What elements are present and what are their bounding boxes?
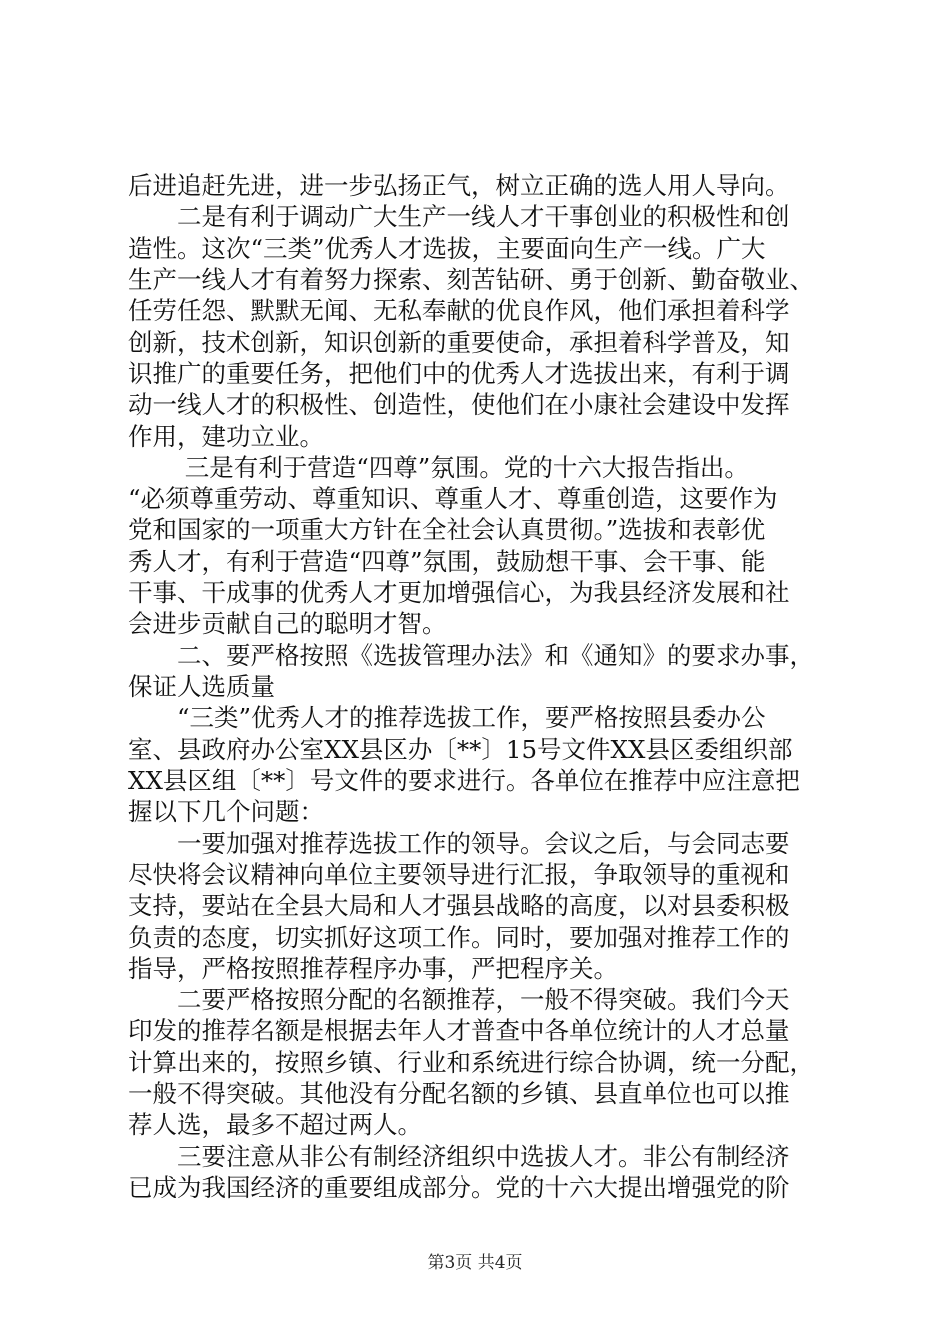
text-line: 三是有利于营造“四尊”氛围。党的十六大报告指出。 bbox=[128, 453, 749, 482]
text-line: 支持，要站在全县大局和人才强县战略的高度，以对县委积极 bbox=[128, 891, 790, 920]
text-line: 识推广的重要任务，把他们中的优秀人才选拔出来，有利于调 bbox=[128, 359, 790, 388]
text-line: 已成为我国经济的重要组成部分。党的十六大提出增强党的阶 bbox=[128, 1173, 790, 1202]
text-line: 负责的态度，切实抓好这项工作。同时，要加强对推荐工作的 bbox=[128, 923, 790, 952]
text-line: XX县区组〔**〕号文件的要求进行。各单位在推荐中应注意把 bbox=[128, 766, 800, 795]
text-line: 二是有利于调动广大生产一线人才干事创业的积极性和创 bbox=[128, 202, 790, 231]
text-line: 创新，技术创新，知识创新的重要使命，承担着科学普及，知 bbox=[128, 328, 790, 357]
text-line: 任劳任怨、默默无闻、无私奉献的优良作风，他们承担着科学 bbox=[128, 296, 790, 325]
text-line: 作用，建功立业。 bbox=[128, 422, 324, 451]
text-line: 干事、干成事的优秀人才更加增强信心，为我县经济发展和社 bbox=[128, 578, 790, 607]
text-line: 党和国家的一项重大方针在全社会认真贯彻。”选拔和表彰优 bbox=[128, 515, 766, 544]
text-line: 室、县政府办公室XX县区办〔**〕15号文件XX县区委组织部 bbox=[128, 735, 793, 764]
text-line: 会进步贡献自己的聪明才智。 bbox=[128, 609, 447, 638]
text-line: 荐人选，最多不超过两人。 bbox=[128, 1110, 422, 1139]
section-heading: 二、要严格按照《选拔管理办法》和《通知》的要求办事， bbox=[128, 641, 814, 670]
text-line: 一般不得突破。其他没有分配名额的乡镇、县直单位也可以推 bbox=[128, 1079, 790, 1108]
text-line: 印发的推荐名额是根据去年人才普查中各单位统计的人才总量 bbox=[128, 1016, 790, 1045]
text-line: 计算出来的，按照乡镇、行业和系统进行综合协调，统一分配， bbox=[128, 1048, 814, 1077]
text-line: 动一线人才的积极性、创造性，使他们在小康社会建设中发挥 bbox=[128, 390, 790, 419]
text-line: 造性。这次“三类”优秀人才选拔，主要面向生产一线。广大 bbox=[128, 234, 766, 263]
page-number-footer: 第3页 共4页 bbox=[427, 1253, 523, 1273]
text-line: 握以下几个问题： bbox=[128, 797, 324, 826]
text-line: “三类”优秀人才的推荐选拔工作，要严格按照县委办公 bbox=[128, 703, 766, 732]
text-line: 一要加强对推荐选拔工作的领导。会议之后，与会同志要 bbox=[128, 829, 790, 858]
text-line: 指导，严格按照推荐程序办事，严把程序关。 bbox=[128, 954, 618, 983]
text-line: 后进追赶先进，进一步弘扬正气，树立正确的选人用人导向。 bbox=[128, 171, 790, 200]
text-line: 尽快将会议精神向单位主要领导进行汇报，争取领导的重视和 bbox=[128, 860, 790, 889]
text-line: 二要严格按照分配的名额推荐，一般不得突破。我们今天 bbox=[128, 985, 790, 1014]
text-line: 秀人才，有利于营造“四尊”氛围，鼓励想干事、会干事、能 bbox=[128, 547, 766, 576]
text-line: 生产一线人才有着努力探索、刻苦钻研、勇于创新、勤奋敬业、 bbox=[128, 265, 814, 294]
text-line: “必须尊重劳动、尊重知识、尊重人才、尊重创造，这要作为 bbox=[128, 484, 778, 513]
section-heading: 保证人选质量 bbox=[128, 672, 275, 701]
text-line: 三要注意从非公有制经济组织中选拔人才。非公有制经济 bbox=[128, 1142, 790, 1171]
